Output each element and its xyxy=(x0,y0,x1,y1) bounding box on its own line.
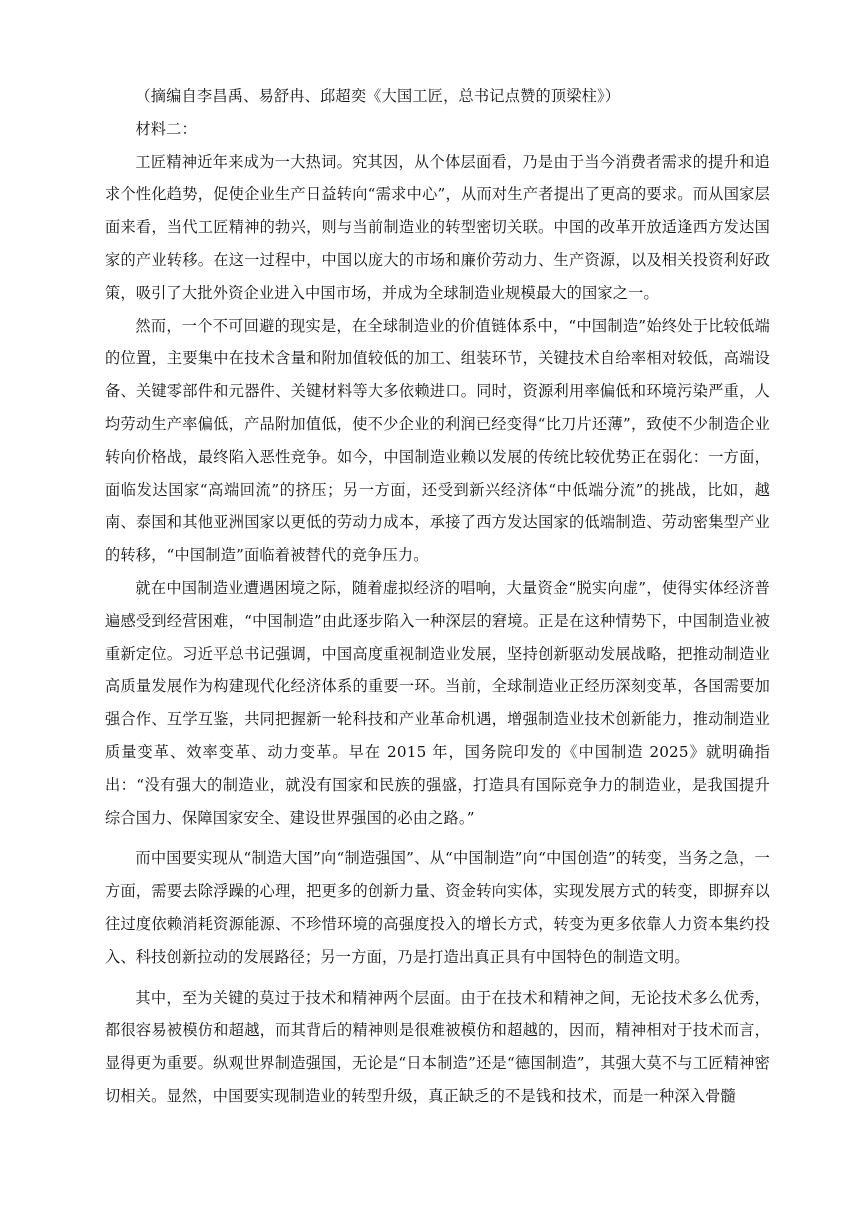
paragraph-2: 然而，一个不可回避的现实是，在全球制造业的价值链体系中，“中国制造”始终处于比较低端的位置，主要集中在技术含量和附加值较低的加工、组装环节，关键技术自给率相对较低，高端设备、关键零部件和元器件、关键材料等大多依赖进口。同时，资源利用率偏低和环境污染严重，人均劳动生产率偏低，产品附加值低，使不少企业的利润已经变得“比刀片还薄”，致使不少制造企业转向价格战，最终陷入恶性竞争。如今，中国制造业赖以发展的传统比较优势正在弱化：一方面，面临发达国家“高端回流”的挤压；另一方面，还受到新兴经济体“中低端分流”的挑战，比如，越南、泰国和其他亚洲国家以更低的劳动力成本，承接了西方发达国家的低端制造、劳动密集型产业的转移，“中国制造”面临着被替代的竞争压力。 xyxy=(105,316,770,565)
paragraph-5: 其中，至为关键的莫过于技术和精神两个层面。由于在技术和精神之间，无论技术多么优秀，都很容易被模仿和超越，而其背后的精神则是很难被模仿和超越的，因而，精神相对于技术而言，显得更为重要。纵观世界制造强国，无论是“日本制造”还是“德国制造”，其强大莫不与工匠精神密切相关。显然，中国要实现制造业的转型升级，真正缺乏的不是钱和技术，而是一种深入骨髓 xyxy=(105,988,770,1105)
paragraph-4: 而中国要实现从“制造大国”向“制造强国”、从“中国制造”向“中国创造”的转变，当务之急，一方面，需要去除浮躁的心理，把更多的创新力量、资金转向实体，实现发展方式的转变，即摒弃以往过度依赖消耗资源能源、不珍惜环境的高强度投入的增长方式，转变为更多依靠人力资本集约投入、科技创新拉动的发展路径；另一方面，乃是打造出真正具有中国特色的制造文明。 xyxy=(105,849,770,966)
source-citation: （摘编自李昌禹、易舒冉、邱超奕《大国工匠，总书记点赞的顶梁柱》） xyxy=(135,87,621,105)
document-page xyxy=(105,80,770,1113)
paragraph-3: 就在中国制造业遭遇困境之际，随着虚拟经济的唱响，大量资金“脱实向虚”，使得实体经济普遍感受到经营困难，“中国制造”由此逐步陷入一种深层的窘境。正是在这种情势下，中国制造业被重新定位。习近平总书记强调，中国高度重视制造业发展，坚持创新驱动发展战略，把推动制造业高质量发展作为构建现代化经济体系的重要一环。当前，全球制造业正经历深刻变革，各国需要加强合作、互学互鉴，共同把握新一轮科技和产业革命机遇，增强制造业技术创新能力，推动制造业质量变革、效率变革、动力变革。早在 2015 年，国务院印发的《中国制造 2025》就明确指出：“没有强大的制造业，就没有国家和民族的强盛，打造具有国际竞争力的制造业，是我国提升综合国力、保障国家安全、建设世界强国的必由之路。” xyxy=(105,578,770,827)
paragraph-1: 工匠精神近年来成为一大热词。究其因，从个体层面看，乃是由于当今消费者需求的提升和追求个性化趋势，促使企业生产日益转向“需求中心”，从而对生产者提出了更高的要求。而从国家层面来看，当代工匠精神的勃兴，则与当前制造业的转型密切关联。中国的改革开放适逢西方发达国家的产业转移。在这一过程中，中国以庞大的市场和廉价劳动力、生产资源，以及相关投资利好政策，吸引了大批外资企业进入中国市场，并成为全球制造业规模最大的国家之一。 xyxy=(105,152,770,302)
material-heading: 材料二： xyxy=(135,119,197,138)
